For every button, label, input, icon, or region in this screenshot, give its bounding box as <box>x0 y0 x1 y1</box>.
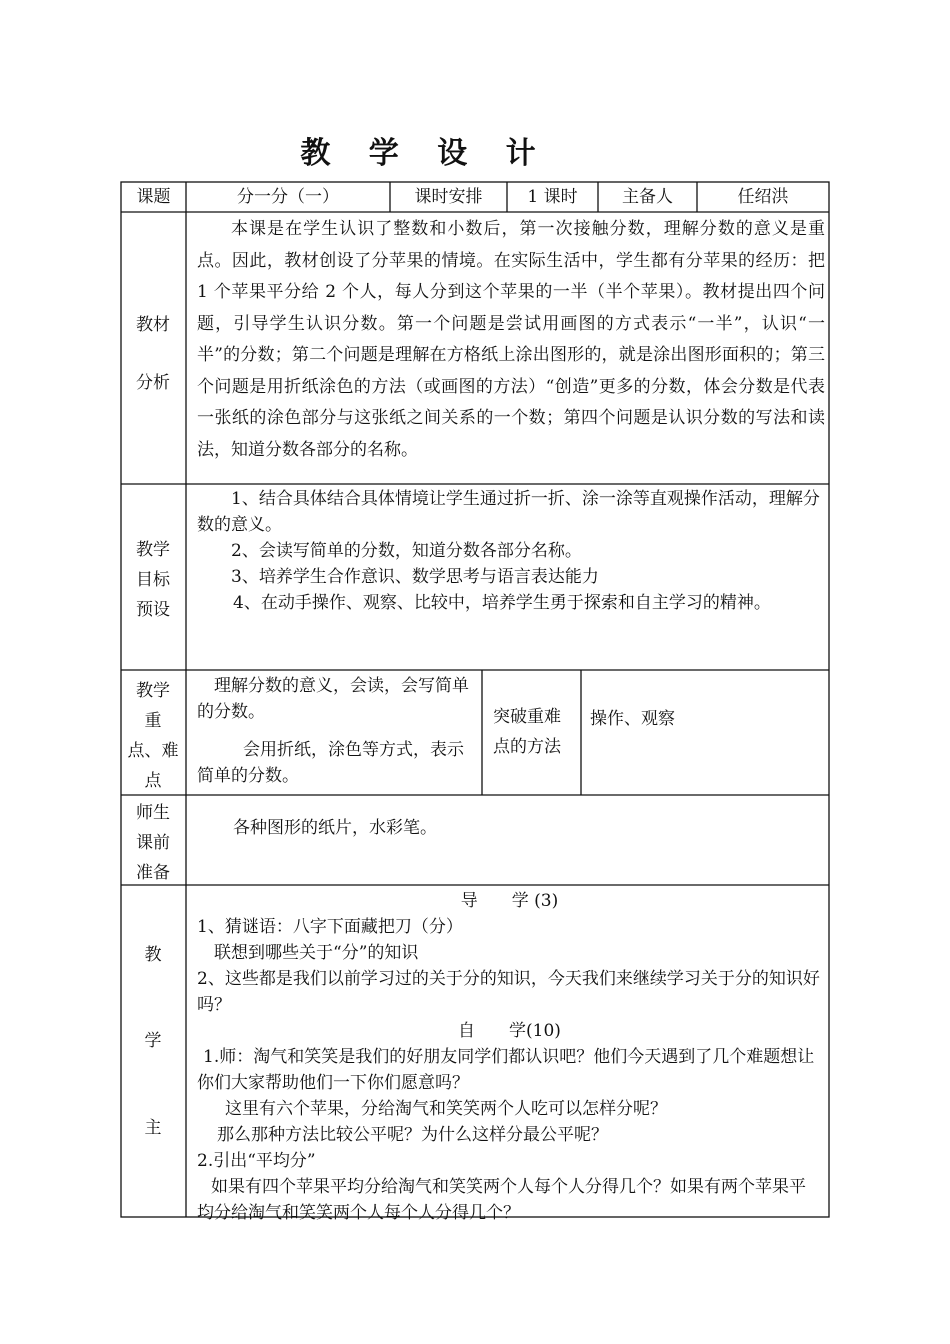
key-points-label-4: 点 <box>144 771 162 791</box>
preparation-label-1: 师生 <box>136 803 170 823</box>
page-title: 教 学 设 计 <box>300 136 550 171</box>
process-label-1: 教 <box>144 945 162 965</box>
key-points-label-3: 点、难 <box>127 741 179 761</box>
key-points-text <box>197 673 477 789</box>
topic-value: 分一分（一） <box>237 187 339 207</box>
guide-line: 1、猜谜语：八字下面藏把刀（分） <box>197 917 463 937</box>
method-value: 操作、观察 <box>590 709 675 729</box>
key-points-label-2: 重 <box>144 711 162 731</box>
goal-item: 2、会读写简单的分数，知道分数各部分名称。 <box>231 541 582 561</box>
preparation-label-2: 课前 <box>136 833 170 853</box>
self-study-line: 如果有四个苹果平均分给淘气和笑笑两个人每个人分得几个？如果有两个苹果平均分给淘气和笑笑两个人每个人分得几个？ <box>197 1177 806 1223</box>
self-study-line: 1.师：淘气和笑笑是我们的好朋友同学们都认识吧？他们今天遇到了几个难题想让你们大家帮助他们一下你们愿意吗？ <box>197 1047 815 1093</box>
schedule-value: 1 课时 <box>527 187 578 207</box>
goal-item: 3、培养学生合作意识、数学思考与语言表达能力 <box>231 567 599 587</box>
key-point-1: 理解分数的意义，会读，会写简单的分数。 <box>197 676 469 722</box>
lead-label: 主备人 <box>622 187 673 207</box>
material-analysis-label-1: 教材 <box>136 315 170 335</box>
method-label-1: 突破重难 <box>493 707 561 727</box>
goal-item: 1、结合具体结合具体情境让学生通过折一折、涂一涂等直观操作活动，理解分数的意义。 <box>197 489 820 535</box>
key-points-label-1: 教学 <box>136 681 170 701</box>
self-study-line: 这里有六个苹果，分给淘气和笑笑两个人吃可以怎样分呢？ <box>225 1099 667 1119</box>
process-label-3: 主 <box>144 1118 162 1138</box>
process-content <box>197 888 822 1226</box>
guide-line: 2、这些都是我们以前学习过的关于分的知识，今天我们来继续学习关于分的知识好吗？ <box>197 969 820 1015</box>
process-label-2: 学 <box>144 1031 162 1051</box>
goals-label-3: 预设 <box>136 600 170 620</box>
guide-heading: 导 学 (3) <box>460 891 559 911</box>
material-analysis-label-2: 分析 <box>136 373 170 393</box>
topic-label: 课题 <box>136 187 171 207</box>
self-study-heading: 自 学(10) <box>458 1021 561 1041</box>
lead-value: 任绍洪 <box>737 187 789 207</box>
preparation-label-3: 准备 <box>136 863 170 883</box>
goals-label-2: 目标 <box>136 570 170 590</box>
key-point-2: 会用折纸，涂色等方式，表示简单的分数。 <box>197 740 464 786</box>
material-analysis-text: 本课是在学生认识了整数和小数后，第一次接触分数，理解分数的意义是重点。因此，教材创设了分苹果的情境。在实际生活中，学生都有分苹果的经历：把 1 个苹果平分给 2 个人，每人分到这个苹果的一半（半个苹果）。教材提出四个问题，引导学生认识分数。第一个问题是尝试用画图的方式表示“一半”，认识“一半”的分数；第二个问题是理解在方格纸上涂出图形的，就是涂出图形面积的；第三个问题是用折纸涂色的方法（或画图的方法）“创造”更多的分数，体会分数是代表一张纸的涂色部分与这张纸之间关系的一个数；第四个问题是认识分数的写法和读法，知道分数各部分的名称。 <box>197 219 825 460</box>
preparation-text: 各种图形的纸片，水彩笔。 <box>233 818 437 838</box>
method-label-2: 点的方法 <box>493 737 561 757</box>
goals-list <box>197 486 825 616</box>
guide-line: 联想到哪些关于“分”的知识 <box>214 943 419 963</box>
goal-item: 4、在动手操作、观察、比较中，培养学生勇于探索和自主学习的精神。 <box>233 593 771 613</box>
self-study-line: 2.引出“平均分” <box>197 1151 316 1171</box>
goals-label-1: 教学 <box>136 540 170 560</box>
self-study-line: 那么那种方法比较公平呢？为什么这样分最公平呢？ <box>217 1125 608 1145</box>
schedule-label: 课时安排 <box>414 187 483 207</box>
